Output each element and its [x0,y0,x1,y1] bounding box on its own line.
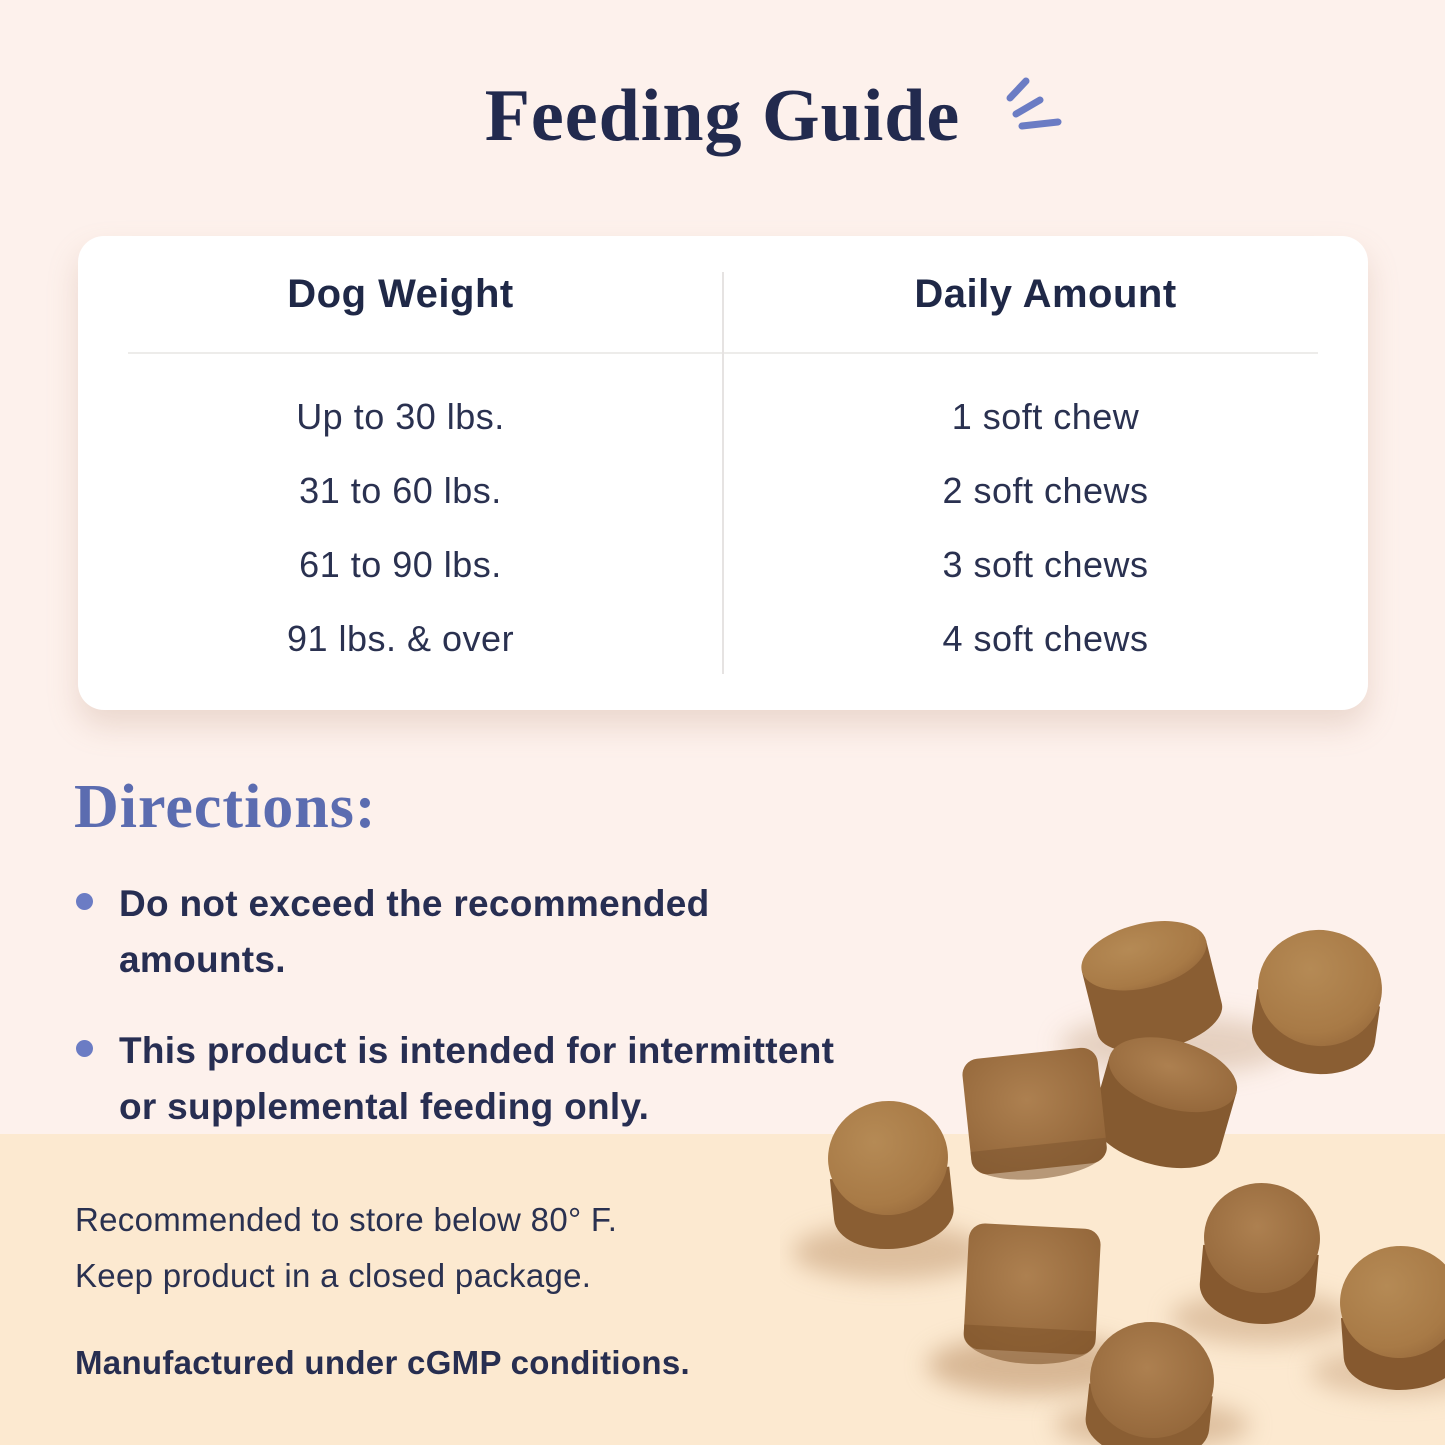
column-divider [722,272,724,674]
amount-cell: 3 soft chews [942,544,1149,585]
directions-list [76,876,866,1170]
manufacturing-note: Manufactured under cGMP conditions. [75,1344,690,1381]
bullet-icon [76,893,93,910]
feeding-table-card [78,236,1368,710]
amount-cell: 4 soft chews [942,618,1149,659]
weight-cell: 61 to 90 lbs. [299,544,502,585]
soft-chew-shape [961,1046,1109,1186]
page-title-wrap [0,74,1445,159]
soft-chew-shape [1336,1242,1445,1394]
list-item [76,1023,866,1134]
page-title: Feeding Guide [484,75,961,157]
storage-note-line: Recommended to store below 80° F. [75,1201,618,1238]
weight-cell: 31 to 60 lbs. [299,470,502,511]
weight-cell: 91 lbs. & over [286,618,515,659]
column-header-dog-weight: Dog Weight [287,271,514,316]
amount-cell: 1 soft chew [951,396,1140,437]
soft-chew-shape [962,1223,1101,1368]
storage-note-line: Keep product in a closed package. [75,1257,592,1295]
amount-cell: 2 soft chews [942,470,1149,511]
bullet-text: Do not exceed the recommended amounts. [119,883,710,980]
emphasis-strokes-icon [998,74,1070,136]
soft-chew-shape [1197,1178,1325,1329]
directions-heading: Directions: [74,773,377,841]
weight-cell: Up to 30 lbs. [296,396,505,437]
list-item [76,876,866,987]
bullet-icon [76,1040,93,1057]
bullet-text: This product is intended for intermittent or supplemental feeding only. [119,1030,835,1127]
soft-chew-shape [822,1095,957,1255]
column-header-daily-amount: Daily Amount [914,271,1177,316]
storage-notes [75,1192,617,1304]
soft-chews-photo [780,860,1445,1445]
